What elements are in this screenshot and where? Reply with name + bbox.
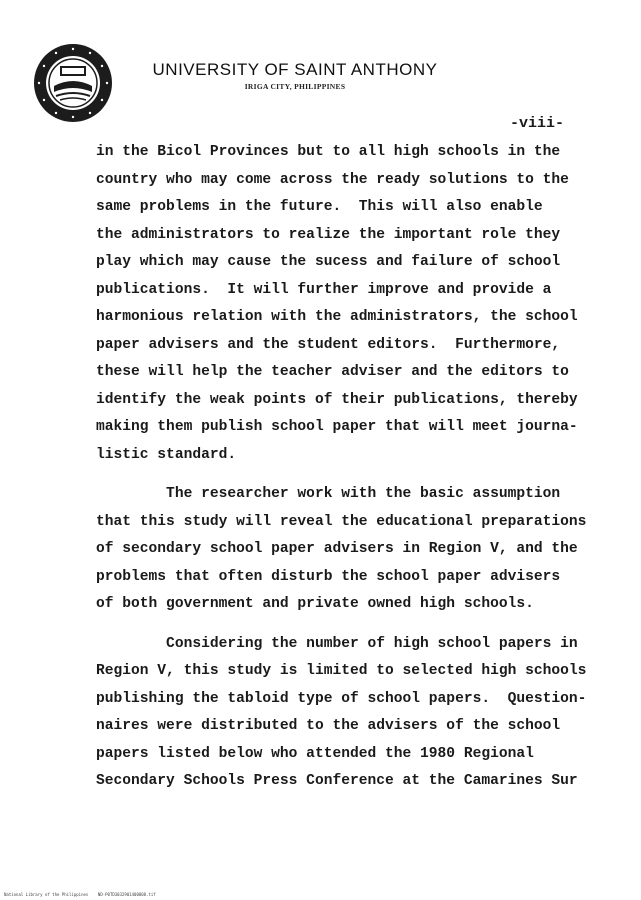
scan-footer: National Library of the Philippines ND-P0TD3032901400808.tif xyxy=(4,892,156,897)
text-line: problems that often disturb the school paper advisers xyxy=(96,568,561,585)
text-line: publications. It will further improve and provide a xyxy=(96,281,552,298)
text-line: papers listed below who attended the 1980 Regional xyxy=(96,745,534,762)
text-line: country who may come across the ready solutions to the xyxy=(96,171,569,188)
text-line: harmonious relation with the administrators, the school xyxy=(96,309,578,325)
text-line: Region V, this study is limited to selected high schools xyxy=(96,663,587,679)
university-location: IRIGA CITY, PHILIPPINES xyxy=(244,82,346,91)
text-line: listic standard. xyxy=(96,446,237,463)
text-line: that this study will reveal the educational preparations xyxy=(96,513,587,530)
text-line: in the Bicol Provinces but to all high schools in the xyxy=(96,144,561,160)
text-line: of secondary school paper advisers in Region V, and the xyxy=(96,541,578,557)
text-line: identify the weak points of their publications, thereby xyxy=(96,391,578,408)
text-line: Secondary Schools Press Conference at the Camarines Sur xyxy=(96,773,578,789)
text-line: the administrators to realize the important role they xyxy=(96,226,561,243)
text-line: publishing the tabloid type of school papers. Question- xyxy=(96,690,587,707)
university-seal xyxy=(32,42,114,124)
text-line: naires were distributed to the advisers of the school xyxy=(96,718,561,734)
paragraph-2 xyxy=(96,481,587,619)
text-line: of both government and private owned high schools. xyxy=(96,596,534,612)
text-line: play which may cause the sucess and failure of school xyxy=(96,254,561,270)
body-text xyxy=(96,139,587,796)
page-number: -viii- xyxy=(510,115,565,132)
text-line: paper advisers and the student editors. Furthermore, xyxy=(96,336,561,353)
text-line: making them publish school paper that will meet journa- xyxy=(96,419,578,435)
text-line: these will help the teacher adviser and the editors to xyxy=(96,364,569,380)
text-line: same problems in the future. This will also enable xyxy=(96,199,543,215)
text-line: The researcher work with the basic assumption xyxy=(96,486,561,502)
paragraph-3 xyxy=(96,631,587,796)
university-name: UNIVERSITY OF SAINT ANTHONY xyxy=(152,60,438,79)
paragraph-1 xyxy=(96,139,576,469)
text-line: Considering the number of high school papers in xyxy=(96,635,578,652)
